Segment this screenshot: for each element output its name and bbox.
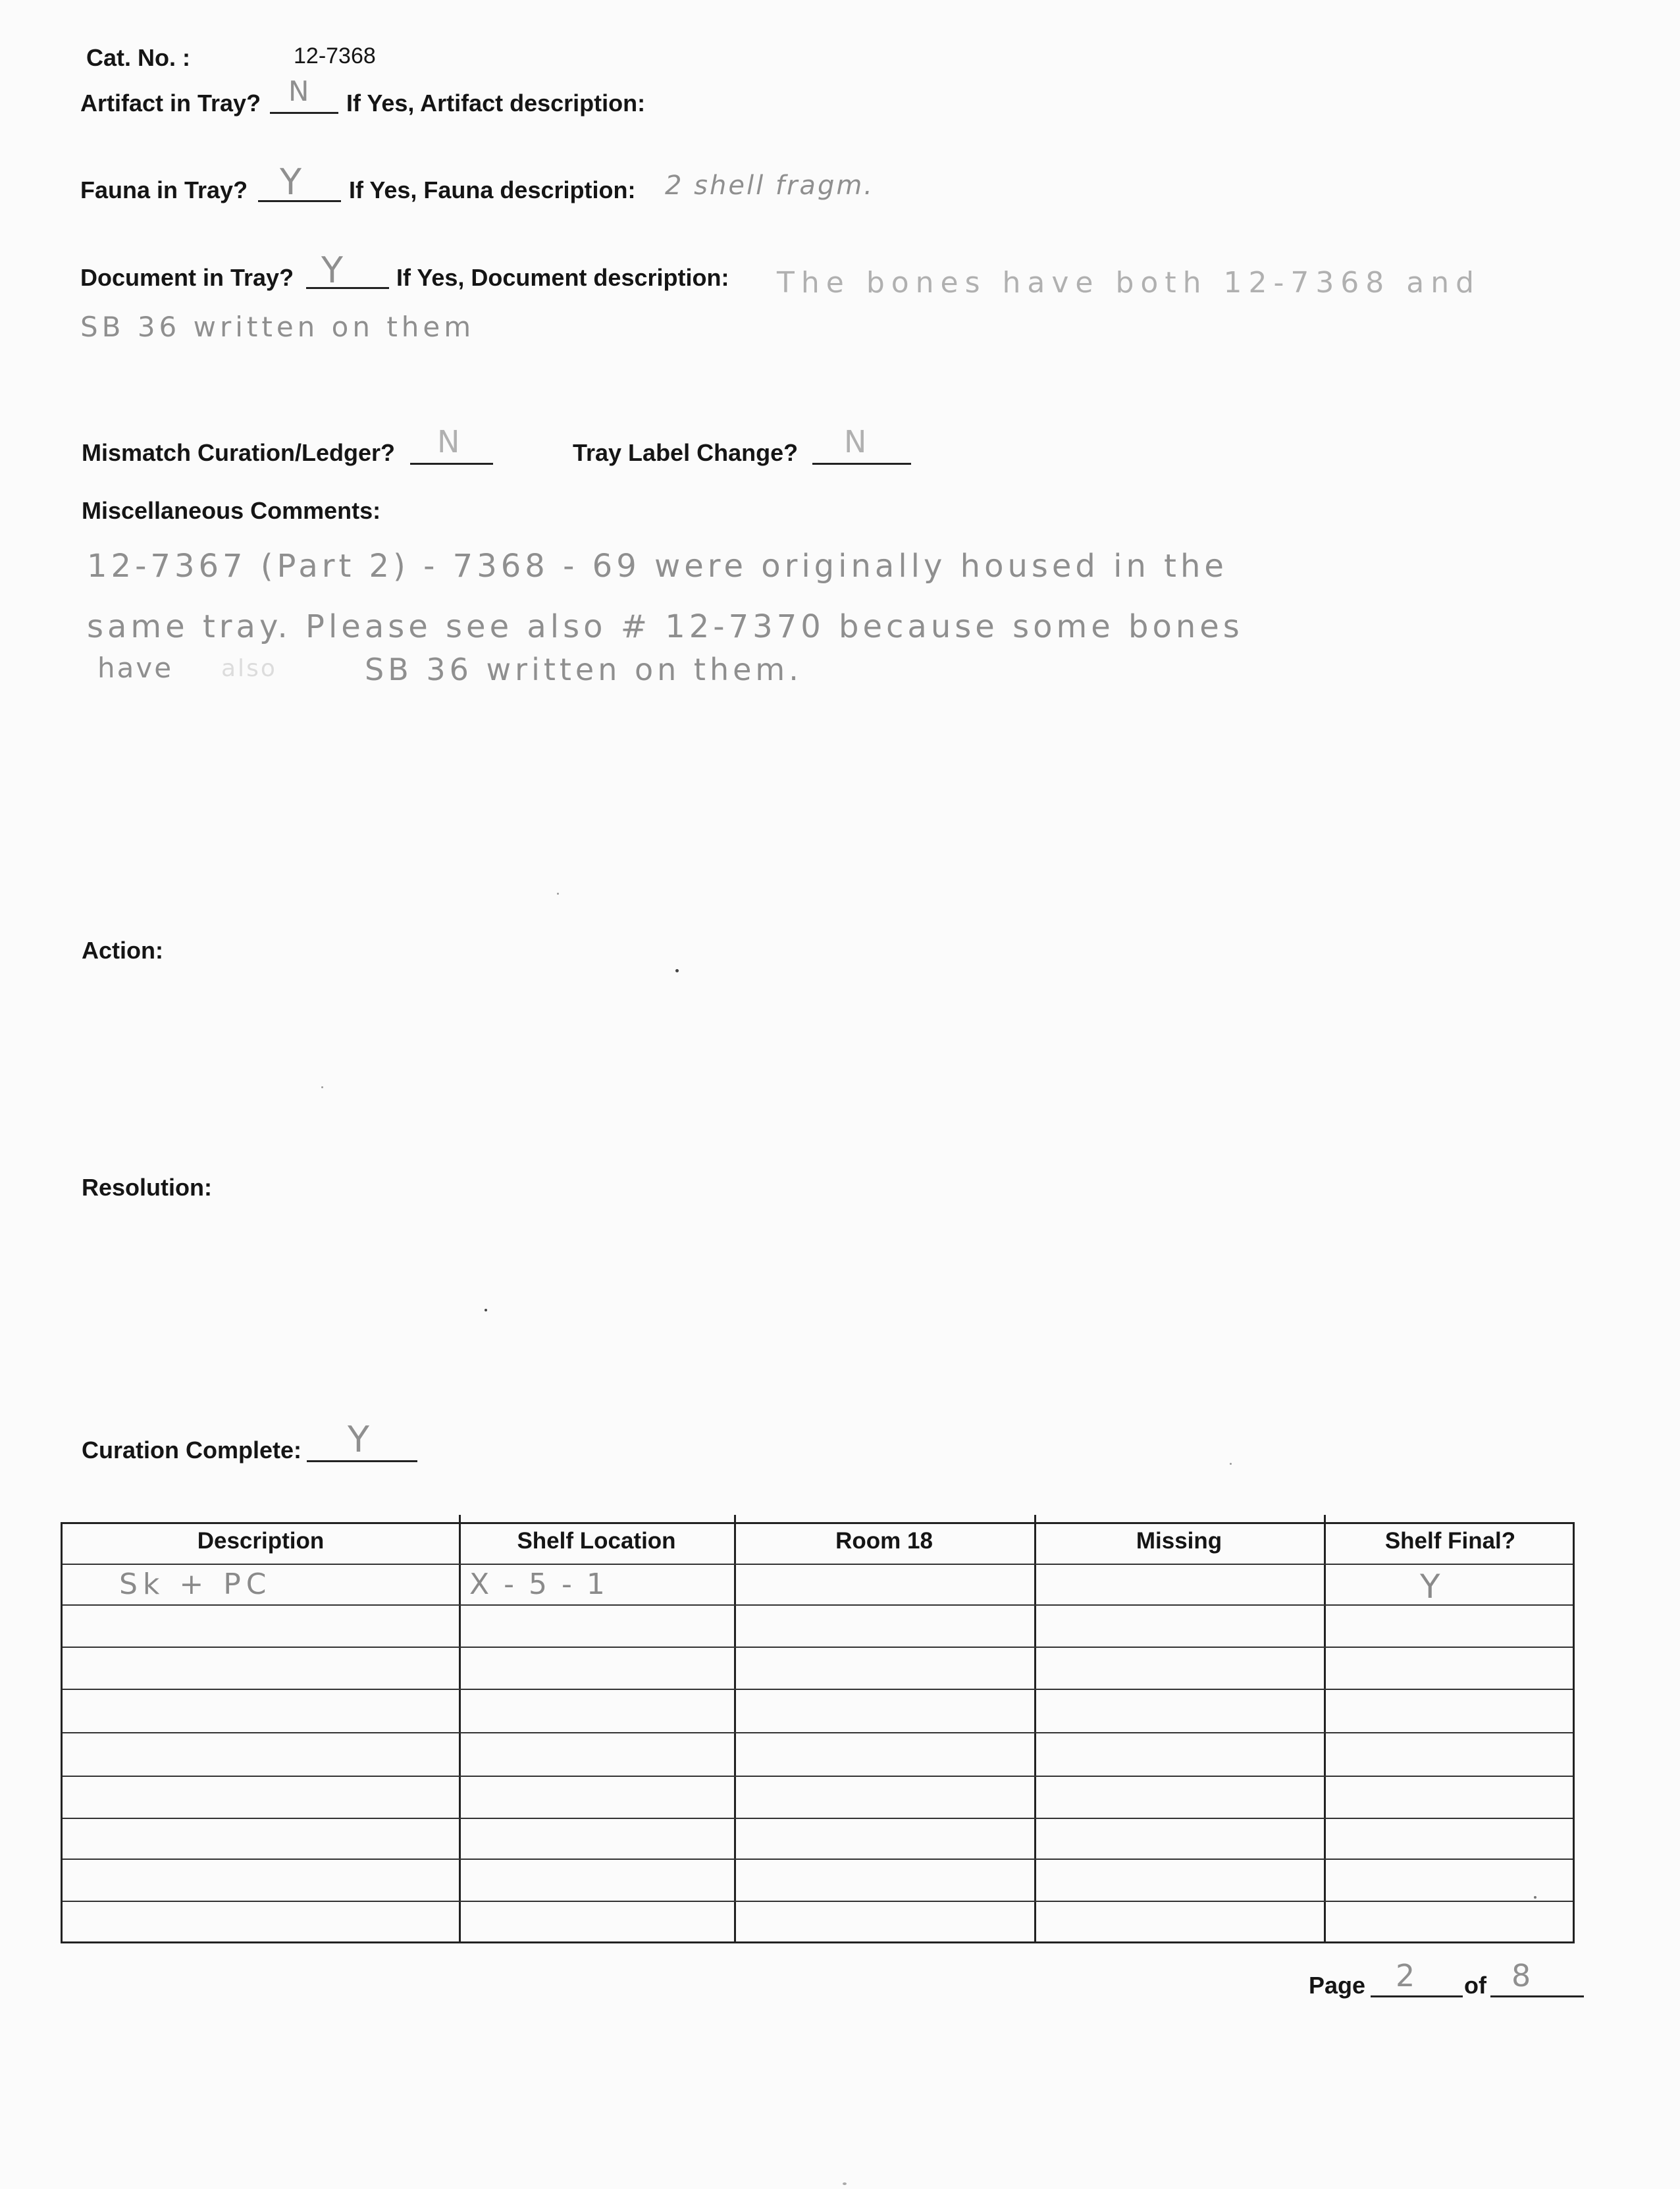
tray-label-answer-line[interactable] <box>812 463 911 465</box>
scan-speck <box>1534 1896 1536 1899</box>
mismatch-answer: N <box>437 424 462 460</box>
scan-speck <box>321 1086 323 1088</box>
document-description-label: If Yes, Document description: <box>396 264 729 291</box>
table-row-divider <box>63 1776 1573 1777</box>
curation-complete-answer: Y <box>348 1419 371 1460</box>
page-number: 2 <box>1396 1958 1417 1993</box>
misc-comments-line3-also: also <box>221 655 277 682</box>
artifact-in-tray-label: Artifact in Tray? <box>80 90 261 117</box>
page-label: Page <box>1309 1972 1366 1999</box>
inventory-table <box>61 1522 1575 1943</box>
table-row-1-description[interactable]: Sk + PC <box>119 1568 272 1601</box>
artifact-answer-line[interactable] <box>270 112 338 114</box>
mismatch-label: Mismatch Curation/Ledger? <box>82 439 396 466</box>
table-header-room-18: Room 18 <box>835 1528 933 1554</box>
of-label: of <box>1464 1972 1486 1999</box>
table-row-divider <box>63 1564 1573 1565</box>
scan-speck <box>1230 1463 1232 1465</box>
document-description-line1: The bones have both 12-7368 and <box>777 266 1481 300</box>
table-row-divider <box>63 1732 1573 1733</box>
cat-no-value: 12-7368 <box>294 43 376 68</box>
document-in-tray-label: Document in Tray? <box>80 264 294 291</box>
table-col-divider <box>1034 1515 1036 1941</box>
fauna-answer: Y <box>280 161 303 203</box>
misc-comments-line3-have: have <box>97 652 174 684</box>
tray-label-change-label: Tray Label Change? <box>573 439 799 466</box>
fauna-description-value: 2 shell fragm. <box>665 171 875 201</box>
page-number-line[interactable] <box>1371 1995 1463 1997</box>
table-row-divider <box>63 1901 1573 1902</box>
table-col-divider <box>1324 1515 1326 1941</box>
artifact-answer: N <box>288 75 311 107</box>
cat-no-label: Cat. No. : <box>86 44 190 71</box>
document-answer: Y <box>321 250 345 291</box>
page-total-line[interactable] <box>1490 1995 1584 1997</box>
misc-comments-line3-rest: SB 36 written on them. <box>365 652 802 687</box>
table-row-divider <box>63 1689 1573 1690</box>
table-header-missing: Missing <box>1136 1528 1222 1554</box>
curation-complete-line[interactable] <box>307 1460 417 1462</box>
table-col-divider <box>459 1515 461 1941</box>
table-header-shelf-location: Shelf Location <box>517 1528 676 1554</box>
table-row-divider <box>63 1859 1573 1860</box>
mismatch-answer-line[interactable] <box>410 463 493 465</box>
tray-label-answer: N <box>844 424 869 460</box>
fauna-description-label: If Yes, Fauna description: <box>349 176 636 203</box>
table-col-divider <box>734 1515 736 1941</box>
page-total: 8 <box>1511 1958 1533 1993</box>
table-row-1-shelf-location[interactable]: X - 5 - 1 <box>469 1568 608 1601</box>
document-description-line2: SB 36 written on them <box>80 311 475 343</box>
curation-complete-label: Curation Complete: <box>82 1437 302 1464</box>
artifact-description-label: If Yes, Artifact description: <box>346 90 646 117</box>
action-label: Action: <box>82 937 163 964</box>
document-answer-line[interactable] <box>306 287 389 289</box>
misc-comments-line2: same tray. Please see also # 12-7370 because some bones <box>87 608 1244 645</box>
misc-comments-label: Miscellaneous Comments: <box>82 497 381 524</box>
table-header-shelf-final: Shelf Final? <box>1384 1528 1516 1554</box>
scan-speck <box>557 893 559 895</box>
table-row-divider <box>63 1604 1573 1606</box>
scan-speck <box>485 1309 487 1311</box>
table-row-divider <box>63 1647 1573 1648</box>
table-row-1-shelf-final[interactable]: Y <box>1420 1568 1443 1606</box>
table-row-divider <box>63 1818 1573 1819</box>
table-header-description: Description <box>197 1528 325 1554</box>
resolution-label: Resolution: <box>82 1174 212 1201</box>
scan-speck <box>843 2182 847 2185</box>
misc-comments-line1: 12-7367 (Part 2) - 7368 - 69 were originally housed in the <box>87 548 1228 585</box>
fauna-in-tray-label: Fauna in Tray? <box>80 176 248 203</box>
scan-speck <box>675 969 679 972</box>
